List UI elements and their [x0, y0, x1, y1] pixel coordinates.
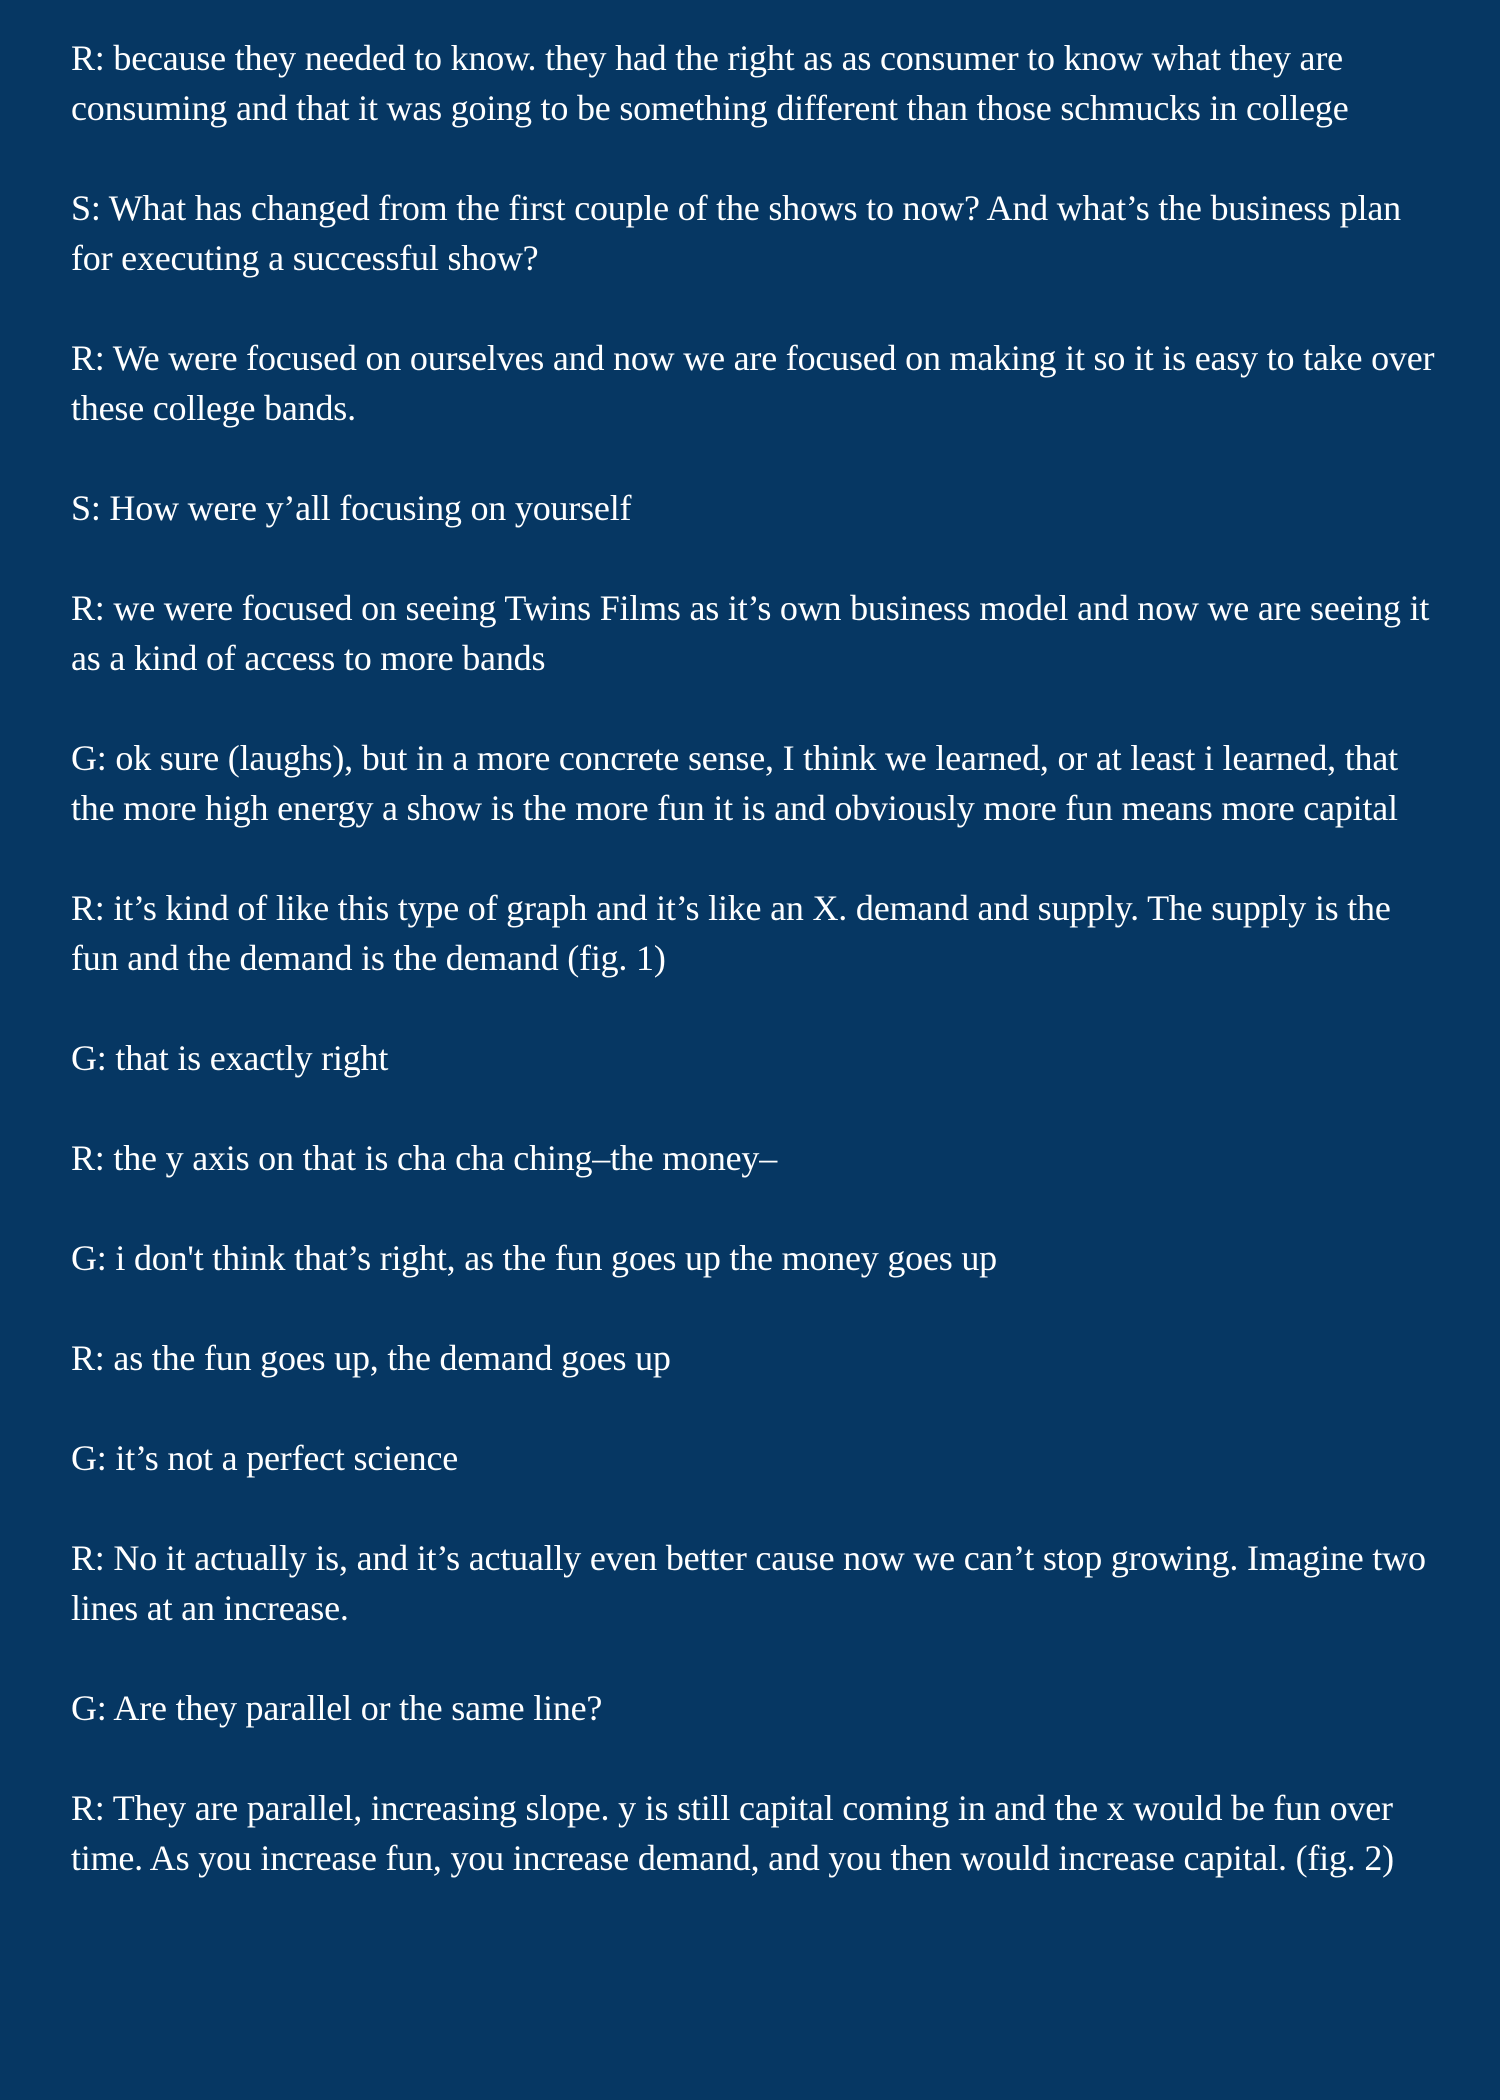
- transcript-entry: R: we were focused on seeing Twins Films as it’s own business model and now we are seeing it as a kind of access to more bands: [71, 588, 1430, 678]
- transcript-entry: S: What has changed from the first couple of the shows to now? And what’s the business plan for executing a successful show?: [71, 188, 1401, 278]
- transcript-entry: G: Are they parallel or the same line?: [71, 1688, 603, 1728]
- interview-transcript: [71, 33, 1442, 1883]
- transcript-entry: G: that is exactly right: [71, 1038, 389, 1078]
- transcript-entry: R: it’s kind of like this type of graph and it’s like an X. demand and supply. The supply is the fun and the demand is the demand (fig. 1): [71, 888, 1391, 978]
- transcript-entry: S: How were y’all focusing on yourself: [71, 488, 632, 528]
- transcript-entry: G: it’s not a perfect science: [71, 1438, 459, 1478]
- transcript-entry: R: We were focused on ourselves and now we are focused on making it so it is easy to take over these college bands.: [71, 338, 1435, 428]
- transcript-entry: R: the y axis on that is cha cha ching–the money–: [71, 1138, 778, 1178]
- transcript-entry: R: They are parallel, increasing slope. y is still capital coming in and the x would be fun over time. As you increase fun, you increase demand, and you then would increase capital. (fig. 2): [71, 1788, 1394, 1878]
- transcript-entry: G: ok sure (laughs), but in a more concrete sense, I think we learned, or at least i learned, that the more high energy a show is the more fun it is and obviously more fun means more capital: [71, 738, 1398, 828]
- transcript-entry: R: as the fun goes up, the demand goes up: [71, 1338, 671, 1378]
- transcript-entry: R: No it actually is, and it’s actually even better cause now we can’t stop growing. Imagine two lines at an increase.: [71, 1538, 1426, 1628]
- transcript-entry: R: because they needed to know. they had the right as as consumer to know what they are consuming and that it was going to be something different than those schmucks in college: [71, 38, 1349, 128]
- transcript-entry: G: i don't think that’s right, as the fun goes up the money goes up: [71, 1238, 997, 1278]
